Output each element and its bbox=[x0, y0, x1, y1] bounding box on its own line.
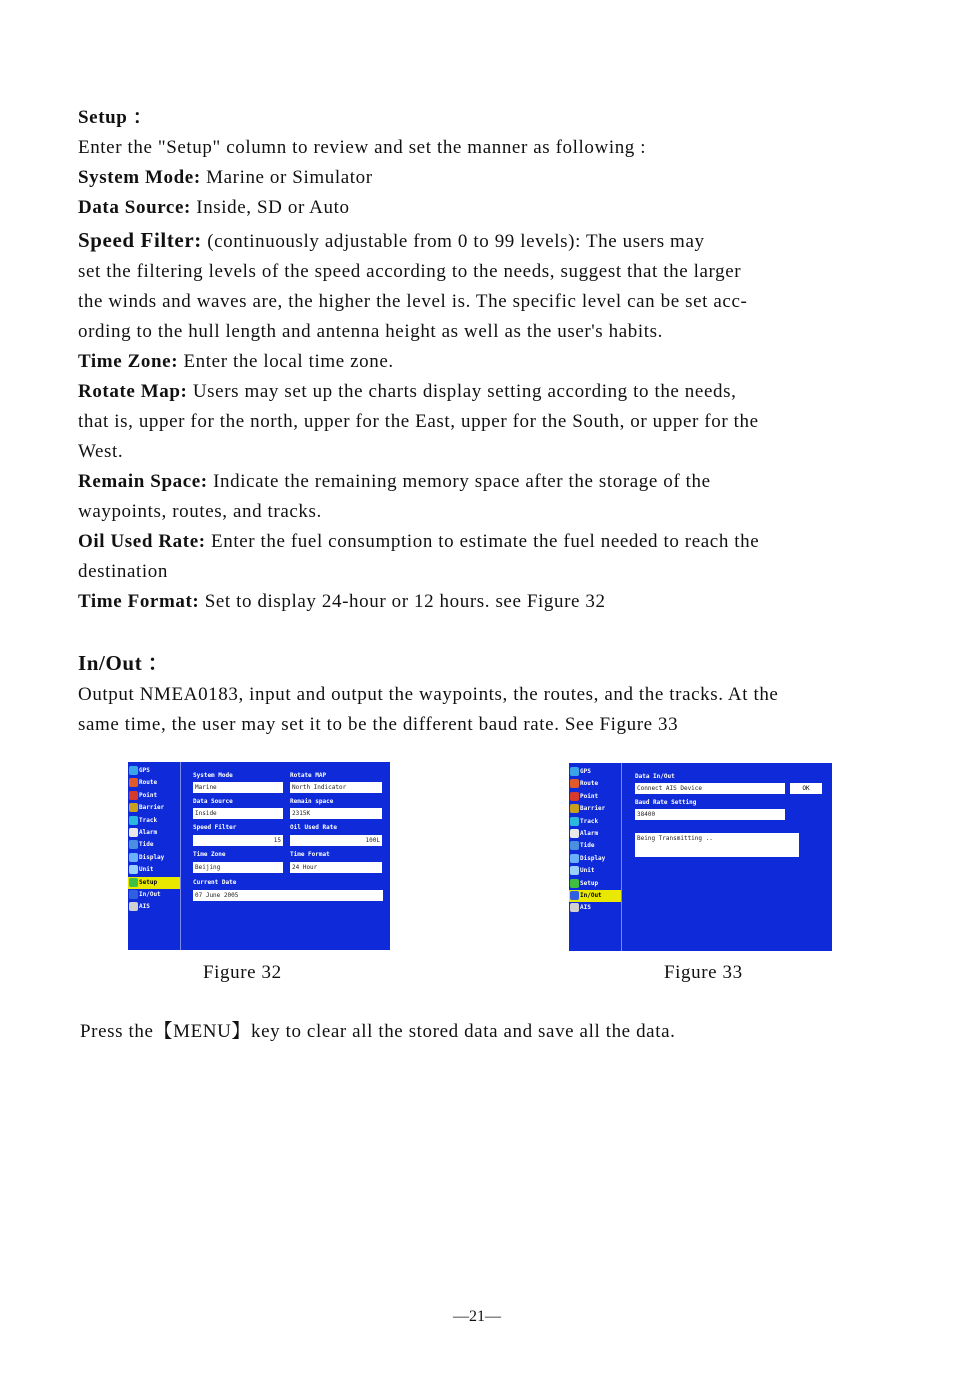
sidebar-item-label: Alarm bbox=[580, 830, 599, 837]
oil-used-field[interactable]: 100L bbox=[290, 835, 382, 846]
sidebar-item-label: Display bbox=[139, 853, 165, 861]
tide-icon bbox=[570, 841, 579, 850]
data-inout-field[interactable]: Connect AIS Device bbox=[635, 783, 785, 794]
speed-filter-field[interactable]: 15 bbox=[193, 835, 283, 846]
sidebar-item-setup[interactable] bbox=[569, 878, 621, 890]
sidebar-item-label: Point bbox=[580, 792, 599, 800]
speed-filter-line-3: the winds and waves are, the higher the level is. The specific level can be set acc- bbox=[78, 291, 748, 312]
setup-icon bbox=[570, 879, 579, 888]
display-icon bbox=[570, 854, 579, 863]
sidebar-item-point[interactable] bbox=[128, 790, 180, 802]
sidebar-item-label: AIS bbox=[580, 904, 591, 912]
sidebar-item-label: Tide bbox=[139, 841, 154, 849]
sidebar-item-route[interactable] bbox=[128, 777, 180, 789]
data-source-line: Data Source: Inside, SD or Auto bbox=[78, 197, 350, 218]
time-format-label: Time Format bbox=[290, 851, 330, 858]
rotate-map-line: Rotate Map: Users may set up the charts display setting according to the needs, bbox=[78, 381, 737, 402]
figure-32-screen bbox=[128, 762, 390, 950]
sidebar-item-display[interactable] bbox=[569, 853, 621, 865]
ok-button[interactable]: OK bbox=[790, 783, 822, 794]
sidebar-item-track[interactable] bbox=[569, 816, 621, 828]
speed-filter-line: Speed Filter: (continuously adjustable from 0 to 99 levels): The users may bbox=[78, 228, 705, 252]
inout-heading: In/Out ： bbox=[78, 651, 170, 675]
data-source-label: Data Source bbox=[193, 798, 233, 805]
sidebar-item-label: GPS bbox=[139, 767, 150, 774]
ais-icon bbox=[570, 903, 579, 912]
tide-icon bbox=[129, 840, 138, 849]
ais-icon bbox=[129, 902, 138, 911]
sidebar-item-label: In/Out bbox=[580, 892, 602, 899]
speed-filter-label: Speed Filter bbox=[193, 824, 237, 831]
rotate-map-line-3: West. bbox=[78, 441, 124, 462]
figure-33-caption: Figure 33 bbox=[664, 962, 743, 983]
sidebar-item-label: In/Out bbox=[139, 891, 161, 898]
sidebar-item-tide[interactable] bbox=[569, 840, 621, 852]
data-source-field[interactable]: Inside bbox=[193, 808, 283, 819]
time-format-line: Time Format: Set to display 24-hour or 12 hours. see Figure 32 bbox=[78, 591, 606, 612]
sidebar-item-label: Alarm bbox=[139, 829, 158, 836]
sidebar-item-label: Setup bbox=[139, 878, 158, 886]
sidebar-item-alarm[interactable] bbox=[128, 827, 180, 839]
time-zone-field[interactable]: Beijing bbox=[193, 862, 283, 873]
sidebar-item-label: Setup bbox=[580, 879, 599, 887]
point-icon bbox=[570, 792, 579, 801]
gps-icon bbox=[570, 767, 579, 776]
sidebar-item-gps[interactable] bbox=[569, 766, 621, 778]
barrier-icon bbox=[129, 803, 138, 812]
track-icon bbox=[129, 816, 138, 825]
footer-instruction: Press the【MENU】key to clear all the stored data and save all the data. bbox=[80, 1021, 676, 1042]
baud-rate-label: Baud Rate Setting bbox=[635, 799, 697, 806]
sidebar-item-setup[interactable] bbox=[128, 877, 180, 889]
route-icon bbox=[129, 778, 138, 787]
oil-used-label: Oil Used Rate bbox=[290, 824, 337, 831]
setup-intro: Enter the "Setup" column to review and set the manner as following : bbox=[78, 137, 647, 158]
page-number: —21— bbox=[453, 1308, 501, 1325]
sidebar-item-ais[interactable] bbox=[569, 902, 621, 914]
route-icon bbox=[570, 779, 579, 788]
barrier-icon bbox=[570, 804, 579, 813]
alarm-icon bbox=[129, 828, 138, 837]
sidebar-item-gps[interactable] bbox=[128, 765, 180, 777]
sidebar-item-alarm[interactable] bbox=[569, 828, 621, 840]
speed-filter-line-4: ording to the hull length and antenna height as well as the user's habits. bbox=[78, 321, 663, 342]
sidebar-item-label: Unit bbox=[580, 867, 595, 875]
sidebar-item-label: Barrier bbox=[139, 804, 165, 812]
sidebar-item-label: Route bbox=[580, 780, 599, 788]
rotate-map-line-2: that is, upper for the north, upper for the East, upper for the South, or upper for the bbox=[78, 411, 759, 432]
sidebar-item-tide[interactable] bbox=[128, 839, 180, 851]
sidebar-item-label: Track bbox=[580, 817, 599, 825]
system-mode-field[interactable]: Marine bbox=[193, 782, 283, 793]
remain-space-label: Remain space bbox=[290, 798, 334, 805]
menu-sidebar bbox=[569, 763, 622, 951]
setup-icon bbox=[129, 878, 138, 887]
alarm-icon bbox=[570, 829, 579, 838]
unit-icon bbox=[570, 866, 579, 875]
setup-heading: Setup ： bbox=[78, 107, 153, 128]
system-mode-line: System Mode: Marine or Simulator bbox=[78, 167, 373, 188]
figure-32-caption: Figure 32 bbox=[203, 962, 282, 983]
sidebar-item-label: GPS bbox=[580, 768, 591, 775]
sidebar-item-label: Route bbox=[139, 779, 158, 787]
sidebar-item-track[interactable] bbox=[128, 815, 180, 827]
sidebar-item-unit[interactable] bbox=[569, 865, 621, 877]
inout-line-1: Output NMEA0183, input and output the waypoints, the routes, and the tracks. At the bbox=[78, 684, 779, 705]
sidebar-item-barrier[interactable] bbox=[128, 802, 180, 814]
sidebar-item-route[interactable] bbox=[569, 778, 621, 790]
time-format-field[interactable]: 24 Hour bbox=[290, 862, 382, 873]
figure-33-screen bbox=[569, 763, 832, 951]
sidebar-item-inout[interactable] bbox=[569, 890, 621, 902]
rotate-map-field[interactable]: North Indicator bbox=[290, 782, 382, 793]
time-zone-label: Time Zone bbox=[193, 851, 226, 858]
inout-icon bbox=[570, 891, 579, 900]
system-mode-label: System Mode bbox=[193, 772, 233, 779]
unit-icon bbox=[129, 865, 138, 874]
sidebar-item-label: Track bbox=[139, 816, 158, 824]
display-icon bbox=[129, 853, 138, 862]
sidebar-item-unit[interactable] bbox=[128, 864, 180, 876]
sidebar-item-display[interactable] bbox=[128, 852, 180, 864]
sidebar-item-label: Display bbox=[580, 854, 606, 862]
sidebar-item-label: AIS bbox=[139, 903, 150, 911]
time-zone-line: Time Zone: Enter the local time zone. bbox=[78, 351, 394, 372]
remain-space-field: 2315K bbox=[290, 808, 382, 819]
menu-sidebar bbox=[128, 762, 181, 950]
remain-space-line-2: waypoints, routes, and tracks. bbox=[78, 501, 322, 522]
data-inout-label: Data In/Out bbox=[635, 773, 675, 780]
current-date-label: Current Date bbox=[193, 879, 237, 886]
sidebar-item-inout[interactable] bbox=[128, 889, 180, 901]
baud-rate-field[interactable]: 38400 bbox=[635, 809, 785, 820]
sidebar-item-label: Point bbox=[139, 791, 158, 799]
transmit-status: Being Transmitting .. bbox=[635, 833, 799, 857]
sidebar-item-label: Unit bbox=[139, 866, 154, 874]
speed-filter-line-2: set the filtering levels of the speed according to the needs, suggest that the larger bbox=[78, 261, 742, 282]
point-icon bbox=[129, 791, 138, 800]
sidebar-item-label: Barrier bbox=[580, 805, 606, 813]
sidebar-item-label: Tide bbox=[580, 842, 595, 850]
oil-used-line-2: destination bbox=[78, 561, 168, 582]
sidebar-item-ais[interactable] bbox=[128, 901, 180, 913]
remain-space-line: Remain Space: Indicate the remaining memory space after the storage of the bbox=[78, 471, 711, 492]
inout-icon bbox=[129, 890, 138, 899]
track-icon bbox=[570, 817, 579, 826]
sidebar-item-point[interactable] bbox=[569, 791, 621, 803]
sidebar-item-barrier[interactable] bbox=[569, 803, 621, 815]
gps-icon bbox=[129, 766, 138, 775]
oil-used-line: Oil Used Rate: Enter the fuel consumption to estimate the fuel needed to reach the bbox=[78, 531, 760, 552]
rotate-map-label: Rotate MAP bbox=[290, 772, 327, 779]
current-date-field[interactable]: 07 June 2005 bbox=[193, 890, 383, 901]
inout-line-2: same time, the user may set it to be the different baud rate. See Figure 33 bbox=[78, 714, 679, 735]
